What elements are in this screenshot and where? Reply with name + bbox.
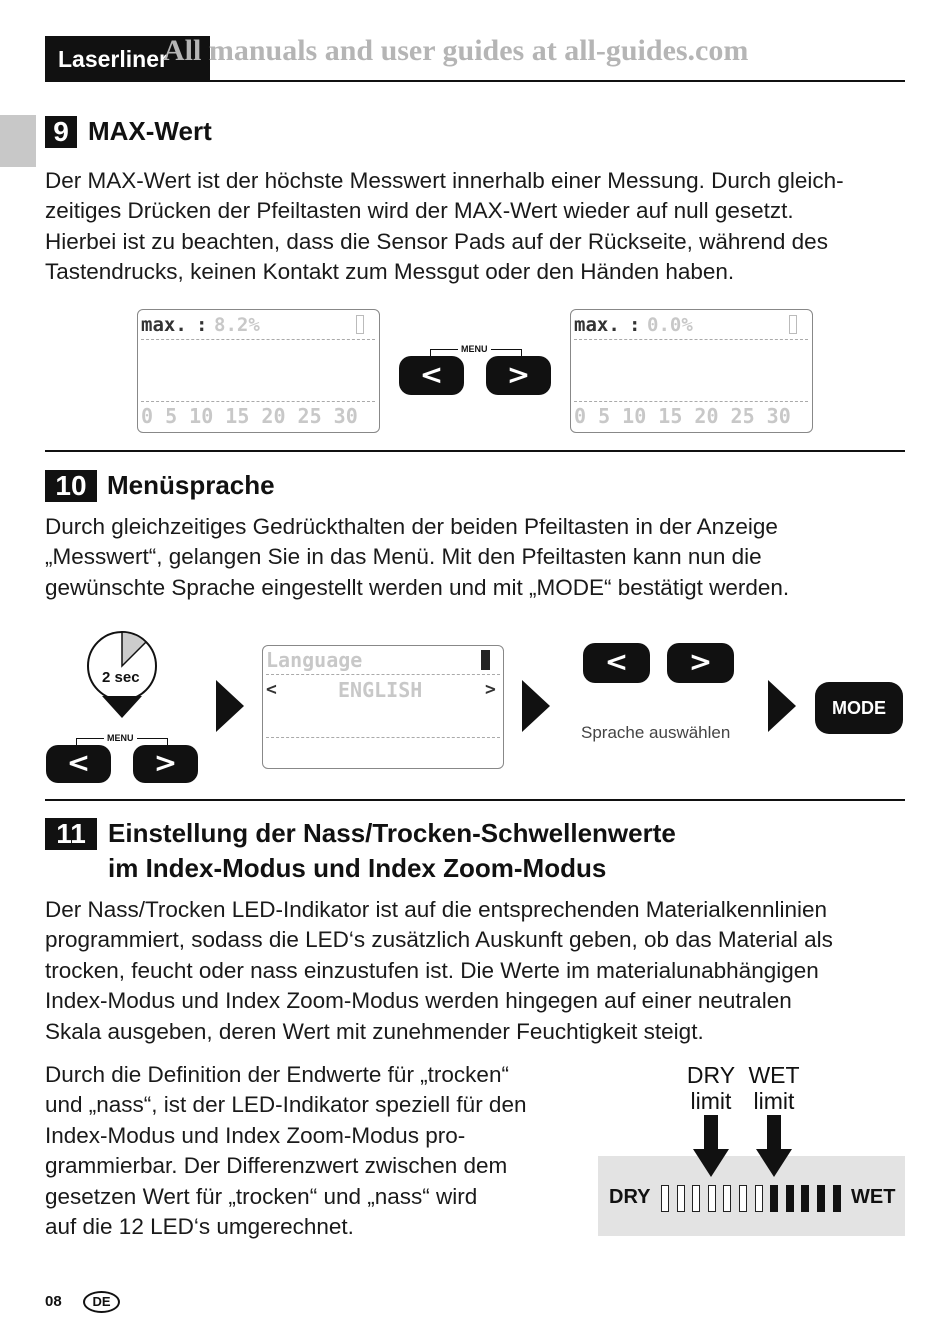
lcd-divider [574,339,808,340]
led-segment [755,1185,763,1212]
lcd-colon: : [629,314,641,336]
text-line: Index-Modus und Index Zoom-Modus pro- [45,1122,466,1148]
header-rule [45,80,905,82]
text-line: grammierbar. Der Differenzwert zwischen dem [45,1153,508,1179]
chevron-right-icon: > [153,746,178,779]
lcd-scale-line [574,401,808,402]
lcd-arrow-right: > [485,679,496,700]
section-11-body-2 [45,1060,526,1242]
battery-icon [789,315,797,334]
lcd-divider [266,674,500,675]
led-segment [723,1185,731,1212]
language-caption: Sprache auswählen [581,723,731,742]
text-line: Durch die Definition der Endwerte für „trocken“ [45,1062,509,1087]
lcd-language-value: ENGLISH [338,678,423,702]
lcd-max-value: 8.2% [214,314,260,336]
language-badge: DE [83,1291,120,1313]
flow-arrow-icon [216,680,244,732]
text-line: Hierbei ist zu beachten, dass die Sensor Pads auf der Rückseite, während des [45,228,828,254]
section-9-title: MAX-Wert [88,116,212,146]
lcd-scale: 0 5 10 15 20 25 30 [141,404,358,428]
section-10-title: Menüsprache [107,470,275,500]
chevron-left-icon: < [604,645,629,678]
lcd-max-value: 0.0% [647,314,693,336]
text-line: trocken, feucht oder nass einzustufen ist. Die Werte im materialunabhängigen [45,957,819,983]
lcd-display-after [570,309,813,433]
section-11-body [45,895,833,1047]
arrow-left-button[interactable] [399,356,464,395]
wet-limit-line2: limit [753,1088,795,1114]
battery-icon [481,650,490,670]
led-segment [817,1185,825,1212]
lcd-bottom-line [266,737,500,738]
lcd-arrow-left: < [266,679,277,700]
lcd-max-label: max. [141,314,187,336]
wet-limit-label [745,1062,803,1114]
section-10-number: 10 [45,470,97,502]
watermark-text: All manuals and user guides at all-guides.com [163,34,749,67]
text-line: Skala ausgeben, deren Wert mit zunehmender Feuchtigkeit steigt. [45,1018,704,1044]
section-9-body [45,166,844,288]
chevron-left-icon: < [419,358,444,391]
lcd-colon: : [196,314,208,336]
section-divider [45,450,905,452]
wet-limit-line1: WET [748,1062,800,1088]
text-line: „Messwert“, gelangen Sie in das Menü. Mit den Pfeiltasten kann nun die [45,544,762,570]
section-9-number: 9 [45,116,77,148]
text-line: Tastendrucks, keinen Kontakt zum Messgut oder den Händen haben. [45,259,735,285]
chevron-right-icon: > [506,358,531,391]
lcd-scale-line [141,401,375,402]
section-11-number: 11 [45,818,97,850]
arrow-right-button[interactable] [133,745,198,783]
arrow-right-button[interactable] [486,356,551,395]
led-segment [661,1185,669,1212]
chevron-right-icon: > [688,645,713,678]
dry-limit-arrow-icon [693,1115,729,1178]
side-tab-marker [0,115,36,167]
brand-logo: Laserliner [45,36,210,82]
timer-label: 2 sec [102,669,140,686]
led-segment [692,1185,700,1212]
text-line: gesetzen Wert für „trocken“ und „nass“ wird [45,1183,478,1209]
lcd-divider [141,339,375,340]
menu-label: MENU [458,344,491,354]
text-line: Index-Modus und Index Zoom-Modus werden hingegen auf einer neutralen [45,988,792,1014]
led-segment [739,1185,747,1212]
lcd-display-before [137,309,380,433]
lcd-language-display [262,645,504,769]
lcd-scale: 0 5 10 15 20 25 30 [574,404,791,428]
dry-limit-line1: DRY [686,1062,736,1088]
arrow-left-button[interactable] [583,643,650,683]
text-line: Durch gleichzeitiges Gedrückthalten der beiden Pfeiltasten in der Anzeige [45,514,778,539]
section-11-title-line1: Einstellung der Nass/Trocken-Schwellenwerte [108,818,676,848]
arrow-right-button[interactable] [667,643,734,683]
text-line: programmiert, sodass die LED‘s zusätzlich Auskunft geben, ob das Material als [45,927,833,953]
flow-arrow-icon [522,680,550,732]
text-line: Der MAX-Wert ist der höchste Messwert innerhalb einer Messung. Durch gleich- [45,168,844,193]
section-10-body [45,512,789,603]
led-segment [708,1185,716,1212]
dry-limit-label [682,1062,740,1114]
led-segment [833,1185,841,1212]
chevron-left-icon: < [66,746,91,779]
text-line: Der Nass/Trocken LED-Indikator ist auf die entsprechenden Materialkennlinien [45,897,828,922]
lcd-max-label: max. [574,314,620,336]
led-segment [770,1185,778,1212]
wet-limit-arrow-icon [756,1115,792,1178]
led-segment [786,1185,794,1212]
menu-label: MENU [104,733,137,743]
text-line: und „nass“, ist der LED-Indikator speziell für den [45,1092,527,1118]
section-11-title-line2: im Index-Modus und Index Zoom-Modus [108,853,607,883]
dry-limit-line2: limit [690,1088,732,1114]
lcd-language-title: Language [266,648,363,672]
led-segment [801,1185,809,1212]
text-line: gewünschte Sprache eingestellt werden und mit „MODE“ bestätigt werden. [45,574,790,600]
mode-button[interactable]: MODE [815,682,903,734]
text-line: auf die 12 LED‘s umgerechnet. [45,1214,354,1240]
page-number: 08 [45,1293,62,1310]
battery-icon [356,315,364,334]
section-divider [45,799,905,801]
led-segment [677,1185,685,1212]
flow-arrow-icon [768,680,796,732]
led-dry-label: DRY [609,1186,651,1208]
text-line: zeitiges Drücken der Pfeiltasten wird der MAX-Wert wieder auf null gesetzt. [45,198,794,224]
arrow-left-button[interactable] [46,745,111,783]
led-wet-label: WET [851,1186,896,1208]
